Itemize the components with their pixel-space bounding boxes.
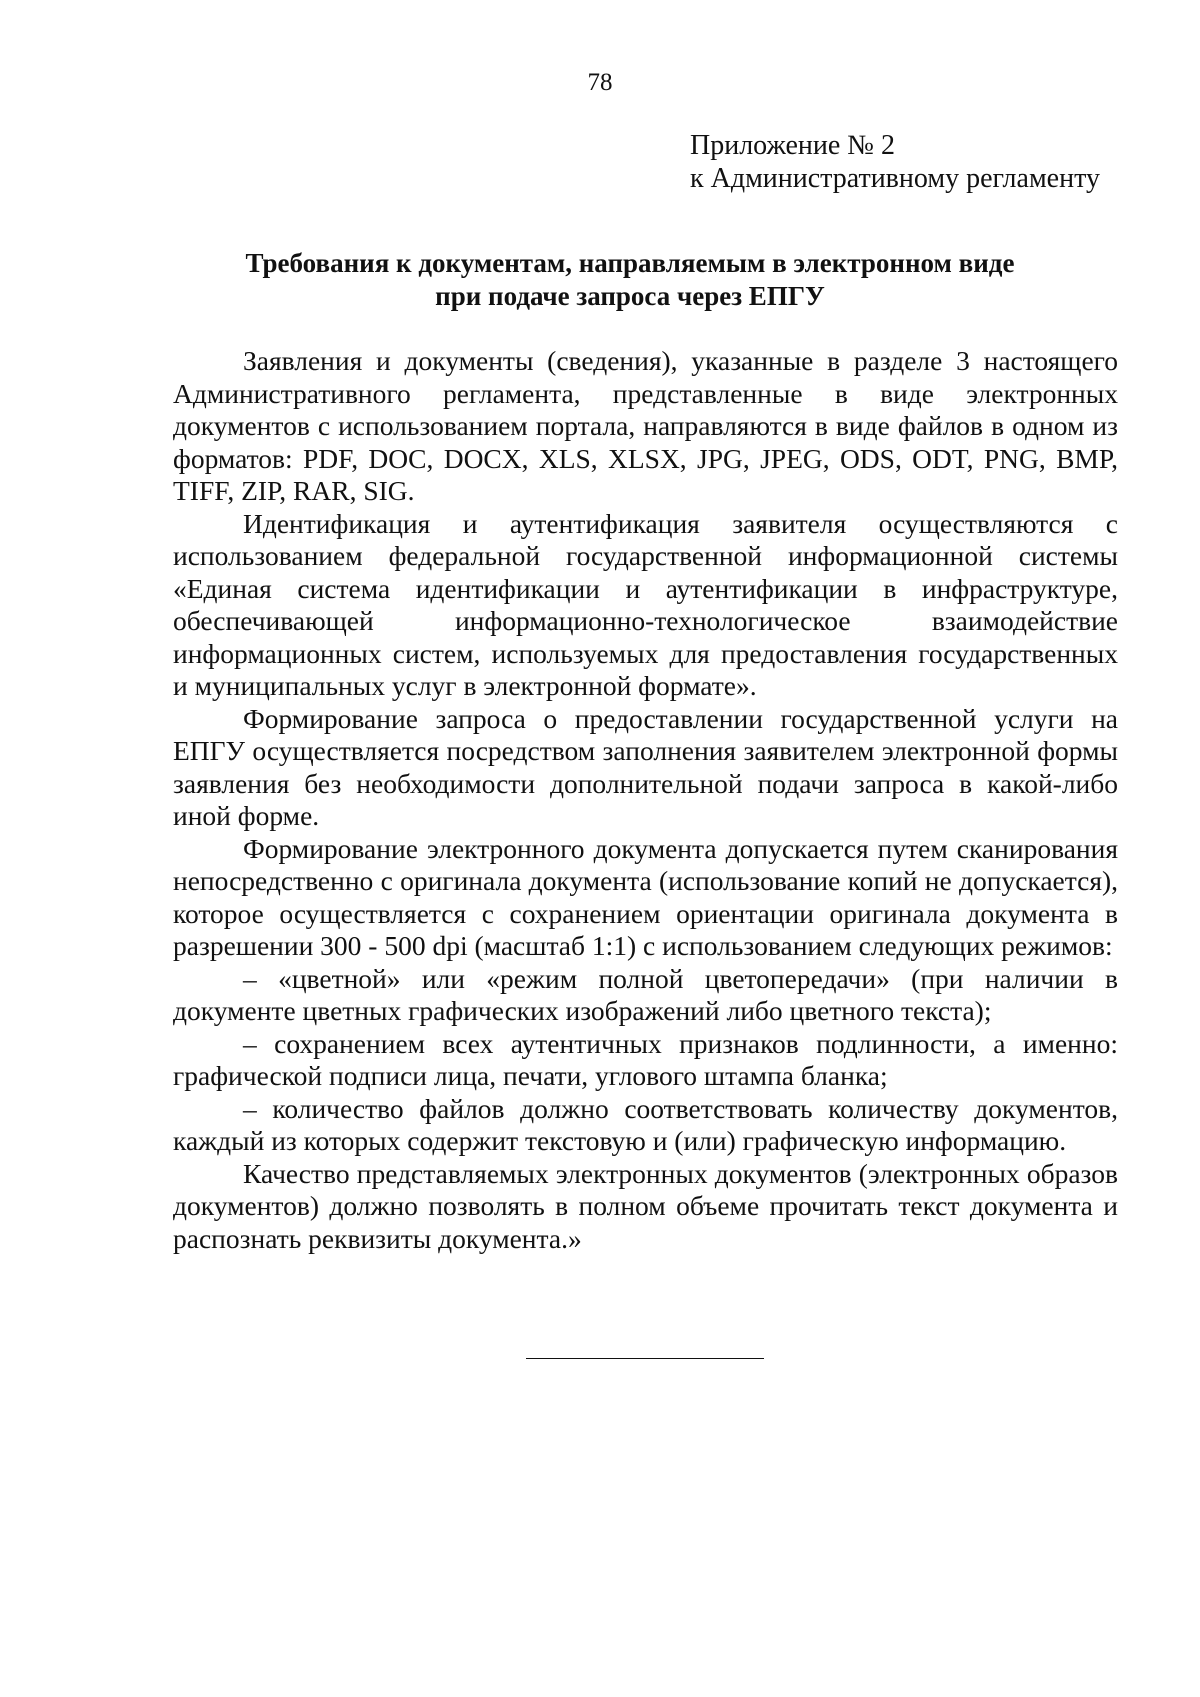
- closing-rule: [526, 1358, 764, 1359]
- list-item: – «цветной» или «режим полной цветопередачи» (при наличии в документе цветных графических изображений либо цветного текста);: [173, 962, 1118, 1026]
- title-line: при подаче запроса через ЕПГУ: [435, 281, 825, 311]
- body-paragraph: Заявления и документы (сведения), указанные в разделе 3 настоящего Административного регламента, представленные в виде электронных документов с использованием портала, направляются в виде файлов в одном из форматов: PDF, DOC, DOCX, XLS, XLSX, JPG, JPEG, ODS, ODT, PNG, BMP, TIFF, ZIP, RAR, SIG.: [173, 345, 1118, 506]
- body-paragraph: Формирование запроса о предоставлении государственной услуги на ЕПГУ осуществляется посредством заполнения заявителем электронной формы заявления без необходимости дополнительной подачи запроса в какой-либо иной форме.: [173, 702, 1118, 831]
- body-paragraph: Идентификация и аутентификация заявителя осуществляются с использованием федеральной государственной информационной системы «Единая система идентификации и аутентификации в инфраструктуре, обеспечивающей информационно-технологическое взаимодействие информационных систем, используемых для предоставления государственных и муниципальных услуг в электронной формате».: [173, 507, 1118, 701]
- appendix-line: Приложение № 2: [690, 130, 895, 161]
- list-item: – количество файлов должно соответствовать количеству документов, каждый из которых содержит текстовую и (или) графическую информацию.: [173, 1092, 1118, 1156]
- document-title: [150, 247, 1110, 313]
- appendix-line: к Административному регламенту: [690, 163, 1100, 194]
- appendix-reference: [690, 129, 1100, 195]
- page-number: 78: [587, 69, 613, 96]
- title-line: Требования к документам, направляемым в электронном виде: [245, 248, 1015, 278]
- list-item: – сохранением всех аутентичных признаков подлинности, а именно: графической подписи лица, печати, углового штампа бланка;: [173, 1027, 1118, 1091]
- body-paragraph: Качество представляемых электронных документов (электронных образов документов) должно позволять в полном объеме прочитать текст документа и распознать реквизиты документа.»: [173, 1157, 1118, 1254]
- body-paragraph: Формирование электронного документа допускается путем сканирования непосредственно с оригинала документа (использование копий не допускается), которое осуществляется с сохранением ориентации оригинала документа в разрешении 300 - 500 dpi (масштаб 1:1) с использованием следующих режимов:: [173, 832, 1118, 961]
- document-body: [173, 345, 1118, 1255]
